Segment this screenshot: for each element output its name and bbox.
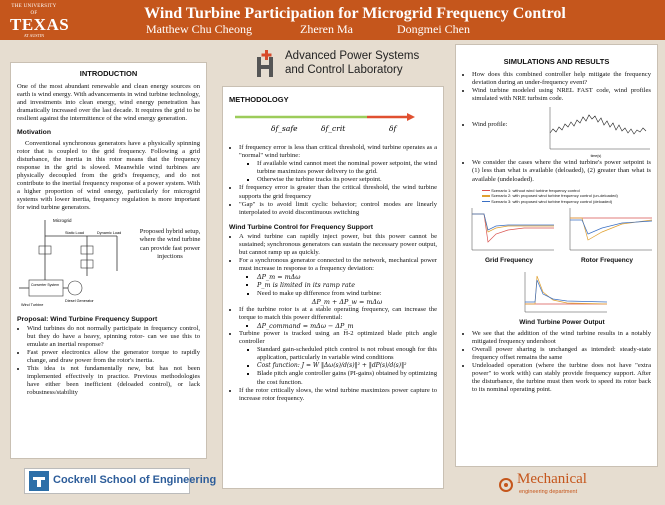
proposal-item: • This idea is not fundamentally new, but has not been implemented effectively in practice. Previous methodologies have either been inefficient (deloaded control), or lack robustness/stability <box>27 365 200 397</box>
threshold-df-label: δf <box>389 124 397 133</box>
methodology-item: • If frequency error is less than critical threshold, wind turbine operates as a "normal" wind turbine: <box>239 144 437 160</box>
hybrid-setup-diagram-block <box>17 216 200 312</box>
control-item: • If the turbine rotor is at a stable operating frequency, can increase the torque to match this power differential: <box>239 306 437 322</box>
results-panel <box>455 44 658 467</box>
logo-top-text: THE UNIVERSITY OF <box>11 4 57 16</box>
diagram-label-dynamic-load: Dynamic Load <box>97 230 122 235</box>
poster-title: Wind Turbine Participation for Microgrid Frequency Control <box>144 5 566 22</box>
mech-sub-text: engineering department <box>519 489 578 495</box>
wind-profile-block <box>462 103 651 159</box>
diagram-label-microgrid: Microgrid <box>53 217 72 223</box>
threshold-diagram <box>229 109 439 139</box>
results-list-mid <box>462 159 651 183</box>
author-2: Zheren Ma <box>300 22 353 36</box>
hybrid-setup-diagram <box>17 216 133 310</box>
introduction-paragraph: One of the most abundant renewable and clean energy sources on earth is wind energy. With advancements in wind turbine technology, and investments into clean energy, wind energy penetration has dramatically increased over the last decade. It requires the grid to be resilient against the intermittence of the wind energy generation. <box>17 83 200 123</box>
motivation-text: Conventional synchronous generators have a physically spinning rotor that is coupled to the grid frequency. Following a grid disturbance, the inertia in this rotor means that the frequency response in the grid is slowed. Meanwhile wind turbines are physically decoupled from the grid's frequency, and do not contribute to the inertial frequency response of a power system. With a higher proportion of wind energy, particularly for microgrid systems with lower inertia, frequency regulation is more important for wind turbine generators. <box>17 139 200 212</box>
grid-frequency-caption: Grid Frequency <box>484 256 534 264</box>
introduction-panel <box>10 62 207 459</box>
results-list-bottom <box>462 330 651 395</box>
equation-4: ΔP_m + ΔP_w = mΔω <box>311 297 383 306</box>
diagram-label-static-load: Static Load <box>65 230 84 235</box>
legend-item-2: Scenario 2: with proposed wind turbine frequency control (un-deloaded) <box>491 193 618 199</box>
equation-5: ▪ ΔP_command = mΔω − ΔP_m <box>257 322 437 330</box>
methodology-item: • "Gap" is to avoid limit cyclic behavior; control modes are linearly interpolated to avoid discontinuous switching <box>239 201 437 217</box>
proposal-item: • Wind turbines do not normally participate in frequency control, but they do have a heavy, spinning rotor- can we use this to emulate an inertial response? <box>27 325 200 349</box>
control-item: • If the rotor critically slows, the wind turbine maximizes power capture to increase rotor frequency. <box>239 387 437 403</box>
poster-header <box>0 0 665 40</box>
diagram-label-converter: Converter System <box>31 282 60 287</box>
mech-main-text: Mechanical <box>517 471 587 487</box>
rotor-frequency-caption: Rotor Frequency <box>580 256 633 264</box>
threshold-crit-label: δf_crit <box>321 124 346 133</box>
methodology-list <box>229 144 437 217</box>
logo-main-text: TEXAS <box>10 15 70 34</box>
pitch-item: ▪ Standard gain-scheduled pitch control is not robust enough for this application, particularly in variable wind conditions <box>257 346 437 362</box>
svg-text:time(s): time(s) <box>590 154 602 159</box>
methodology-panel <box>222 86 444 489</box>
scenario-legend <box>482 188 618 205</box>
results-list-top <box>462 71 651 103</box>
results-item: • Undeloaded operation (where the turbine does not have "extra power" to work with) can stably provide frequency support. After the disturbance, the turbine must then work to speed its rotor back to its nominal operating point. <box>472 362 651 394</box>
pitch-item: ▪ Blade pitch angle controller gains (PI-gains) obtained by optimizing the cost function. <box>257 370 437 386</box>
cost-function: ▪ Cost function: J = W ‖Δω(s)/d(s)‖² + ‖dP(s)/d(s)‖² <box>257 362 437 370</box>
results-item: • Wind turbine modeled using NREL FAST code, wind profiles simulated with NRE turbsim code. <box>472 87 651 103</box>
results-item: • How does this combined controller help mitigate the frequency deviation during an under-frequency event? <box>472 71 651 87</box>
diagram-label-diesel: Diesel Generator <box>65 298 94 303</box>
lab-name-line1: Advanced Power Systems <box>285 50 420 62</box>
methodology-title: METHODOLOGY <box>229 95 289 104</box>
power-output-caption: Wind Turbine Power Output <box>519 318 605 326</box>
texas-star-icon <box>29 471 49 491</box>
results-item: • We consider the cases where the wind turbine's power setpoint is (1) less than what is available (deloaded), (2) greater than what is available (undeloaded). <box>472 159 651 183</box>
equation-2: ▪ P_m is limited in its ramp rate <box>257 281 437 289</box>
control-list <box>229 233 437 403</box>
author-1: Matthew Chu Cheong <box>146 22 252 36</box>
results-item: • We see that the addition of the wind turbine results in a notably mitigated frequency undershoot <box>472 330 651 346</box>
ut-austin-logo <box>10 3 70 38</box>
equation-1: ▪ ΔP_m = mΔω <box>257 273 437 281</box>
control-item: • For a synchronous generator connected to the network, mechanical power must increase in response to a frequency deviation: <box>239 257 437 273</box>
methodology-item: • If frequency error is greater than the critical threshold, the wind turbine supports the grid frequency <box>239 184 437 200</box>
author-3: Dongmei Chen <box>397 22 470 36</box>
proposal-heading: Proposal: Wind Turbine Frequency Support <box>17 315 158 323</box>
wind-profile-chart <box>538 103 654 159</box>
control-item: • Turbine power is tracked using an H-2 optimized blade pitch angle controller <box>239 330 437 346</box>
control-item: • A wind turbine can rapidly inject power, but this power cannot be sustained; synchronous generators can sustain the necessary power output, but cannot ramp up as quickly. <box>239 233 437 257</box>
lab-mark-icon <box>255 49 279 79</box>
logo-bottom-text: AT AUSTIN <box>23 33 45 38</box>
frequency-charts-block <box>462 188 651 268</box>
legend-item-1: Scenario 1: without wind turbine frequency control <box>491 187 580 193</box>
lab-name-line2: and Control Laboratory <box>285 64 403 76</box>
methodology-subitem: ▪ If available wind cannot meet the nominal power setpoint, the wind turbine maximizes power delivery to the grid. <box>257 160 437 176</box>
power-output-block <box>462 268 651 330</box>
grid-frequency-chart <box>464 204 556 256</box>
introduction-title: INTRODUCTION <box>79 69 138 78</box>
cockrell-logo <box>24 468 217 494</box>
power-output-chart <box>517 268 609 318</box>
rotor-frequency-chart <box>562 204 654 256</box>
control-heading: Wind Turbine Control for Frequency Support <box>229 223 374 231</box>
diagram-label-wind: Wind Turbine <box>21 302 44 307</box>
results-item: • Overall power sharing is unchanged as intended: steady-state frequency offset remains the same <box>472 346 651 362</box>
threshold-safe-label: δf_safe <box>271 124 298 133</box>
gear-icon <box>497 475 515 495</box>
lab-logo <box>233 45 458 83</box>
proposal-item: • Fast power electronics allow the generator torque to rapidly change, and draw power from the rotor's inertia. <box>27 349 200 365</box>
legend-item-3: Scenario 3: with proposed wind turbine frequency control (deloaded) <box>491 198 613 204</box>
equation-3: ▪ Need to make up difference from wind turbine: <box>257 290 437 298</box>
motivation-heading: Motivation <box>17 129 51 137</box>
proposal-list <box>17 325 200 398</box>
results-title: SIMULATIONS AND RESULTS <box>503 57 610 66</box>
wind-profile-label: • Wind profile: <box>472 121 507 129</box>
mechanical-engineering-logo <box>497 473 607 501</box>
methodology-subitem: ▪ Otherwise the turbine tracks its power setpoint. <box>257 176 437 184</box>
diagram-caption: Proposed hybrid setup, where the wind turbine can provide fast power injections <box>139 227 201 261</box>
cockrell-text: Cockrell School of Engineering <box>53 474 217 486</box>
